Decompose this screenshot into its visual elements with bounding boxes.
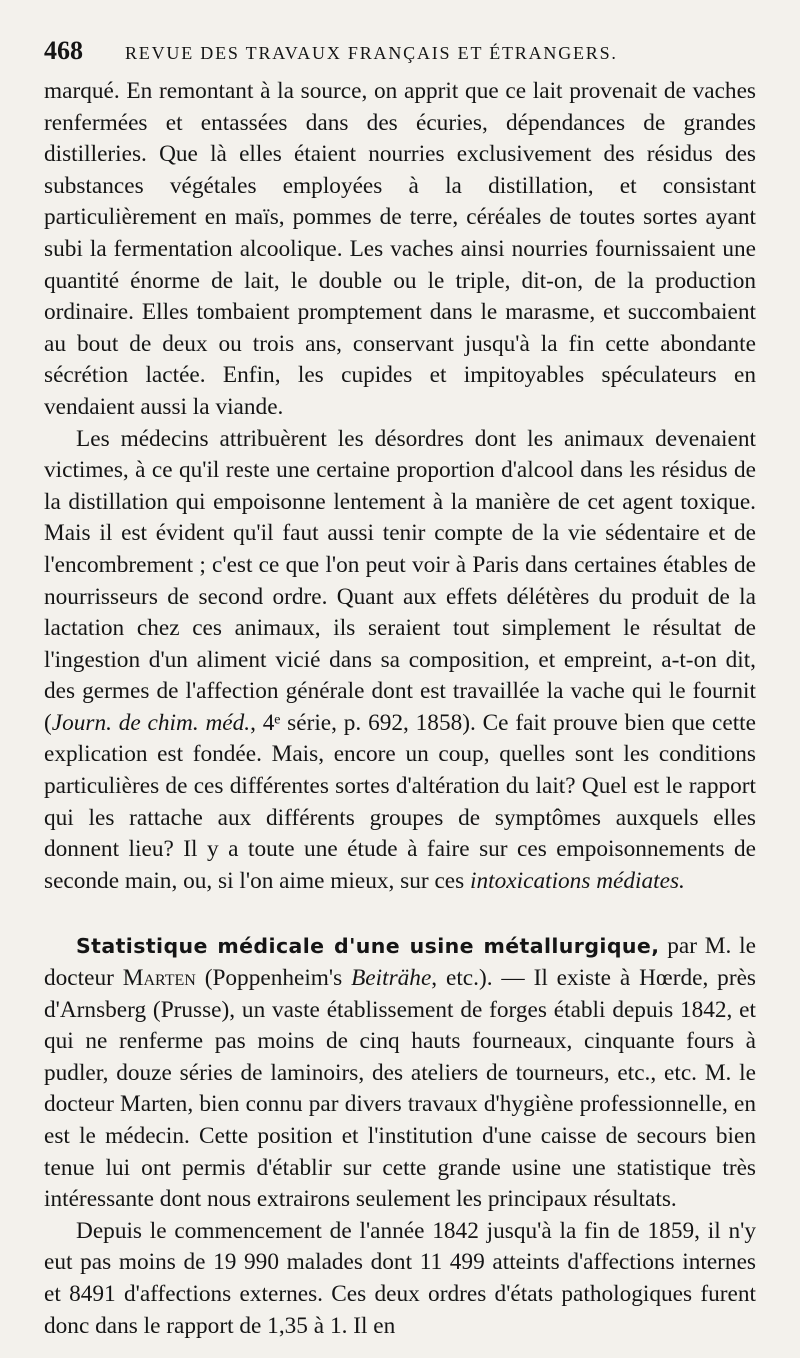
- author-name: Marten: [122, 965, 196, 992]
- body-text: [44, 76, 756, 1342]
- running-head: [44, 36, 756, 76]
- paragraph-4: Depuis le commencement de l'année 1842 jusqu'à la fin de 1859, il n'y eut pas moins de 19 990 malades dont 11 499 atteints d'affections internes et 8491 d'affections externes. Ces deux ordres d'états pathologiques furent donc dans le rapport de 1,35 à 1. Il en: [44, 1217, 756, 1339]
- journal-reference: Journ. de chim. méd.: [51, 709, 251, 736]
- paragraph-2-emphasis: intoxications médiates.: [470, 867, 685, 894]
- paragraph-2-text: Les médecins attribuèrent les désordres dont les animaux devenaient victimes, à ce qu'il reste une certaine proportion d'alcool dans les résidus de la distillation qui empoisonne lentement à la manière de cet agent toxique. Mais il est évident qu'il faut aussi tenir compte de la vie sédentaire et de l'encombrement ; c'est ce que l'on peut voir à Paris dans certaines étables de nourrisseurs de second ordre. Quant aux effets délétères du produit de la lactation chez ces animaux, ils seraient tout simplement le résultat de l'ingestion d'un aliment vicié dans sa composition, et empreint, a-t-on dit, des germes de l'affection générale dont est travaillée la vache qui le fournit (: [44, 425, 756, 736]
- paragraph-2: [44, 424, 756, 898]
- source-title: Beiträhe: [351, 965, 432, 992]
- section-heading: Statistique médicale d'une usine métallurgique,: [76, 934, 660, 959]
- paragraph-3: [44, 931, 756, 1215]
- source-open: (Poppenheim's: [195, 965, 352, 992]
- section-gap: [44, 897, 756, 931]
- paragraph-2-continued: , 4ᵉ série, p. 692, 1858). Ce fait prouve bien que cette explication est fondée. Mais, encore un coup, quelles sont les conditions particulières de ces différentes sortes d'altération du lait? Quel est le rapport qui les rattache aux différents groupes de symptômes auxquels elles donnent lieu? Il y a toute une étude à faire sur ces empoisonnements de seconde main, ou, si l'on aime mieux, sur ces: [44, 709, 756, 894]
- paragraph-1: marqué. En remontant à la source, on apprit que ce lait provenait de vaches renfermées et entassées dans des écuries, dépendances de grandes distilleries. Que là elles étaient nourries exclusivement des résidus des substances végétales employées à la distillation, et consistant particulièrement en maïs, pommes de terre, céréales de toutes sortes ayant subi la fermentation alcoolique. Les vaches ainsi nourries fournissaient une quantité énorme de lait, le double ou le triple, dit-on, de la production ordinaire. Elles tombaient promptement dans le marasme, et succombaient au bout de deux ou trois ans, conservant jusqu'à la fin cette abondante sécrétion lactée. Enfin, les cupides et impitoyables spéculateurs en vendaient aussi la viande.: [44, 78, 756, 420]
- paragraph-3-text: , etc.). — Il existe à Hœrde, près d'Arnsberg (Prusse), un vaste établissement de forges établi depuis 1842, et qui ne renferme pas moins de cinq hauts fourneaux, cinquante fours à pudler, douze séries de laminoirs, des ateliers de tourneurs, etc., etc. M. le docteur Marten, bien connu par divers travaux d'hygiène professionnelle, en est le médecin. Cette position et l'institution d'une caisse de secours bien tenue lui ont permis d'établir sur cette grande usine une statistique très intéressante dont nous extrairons seulement les principaux résultats.: [44, 965, 756, 1213]
- section-par: par M. le docteur: [44, 933, 756, 992]
- running-title: REVUE DES TRAVAUX FRANÇAIS ET ÉTRANGERS.: [125, 43, 618, 63]
- page-number: 468: [44, 36, 83, 65]
